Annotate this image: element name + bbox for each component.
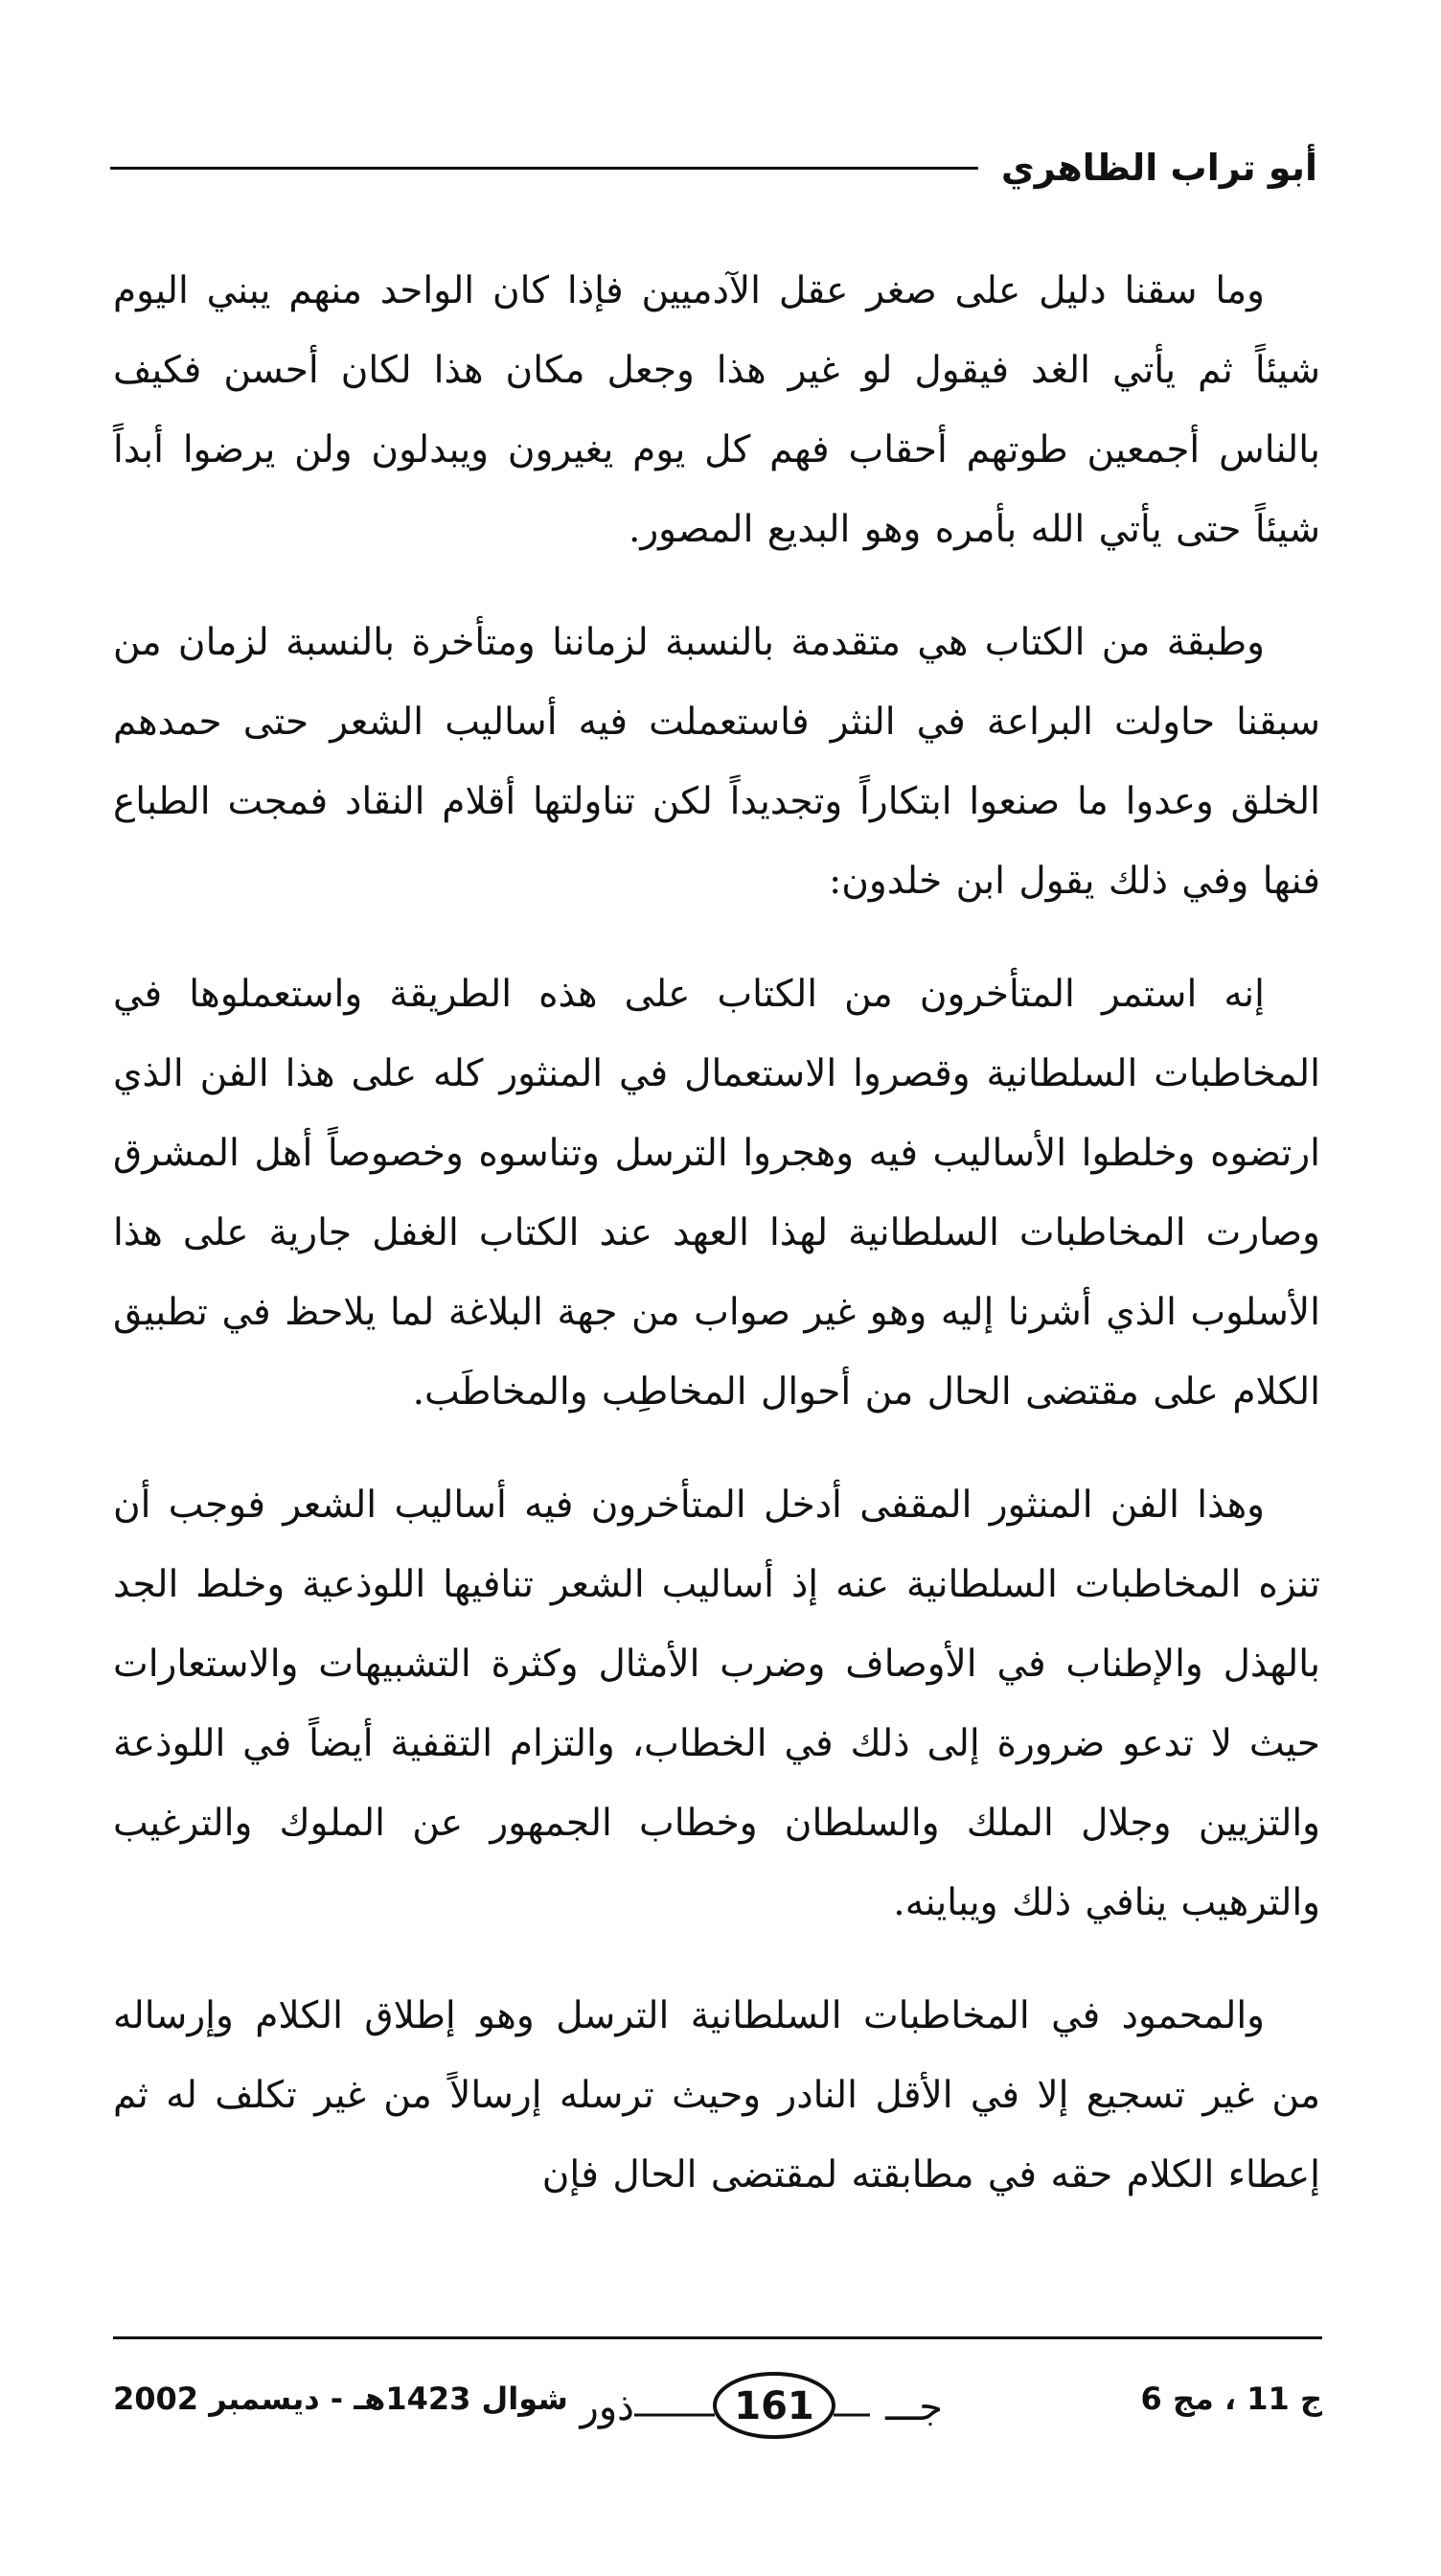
page-footer [113,2367,1322,2453]
date-label: شوال 1423هـ - ديسمبر 2002 [113,2380,568,2417]
paragraph: وهذا الفن المنثور المقفى أدخل المتأخرون فيه أساليب الشعر فوجب أن تنزه المخاطبات السلطانية عنه إذ أساليب الشعر تنافيها اللوذعية وخلط الجد بالهذل والإطناب في الأوصاف وضرب الأمثال وكثرة التشبيهات والاستعارات حيث لا تدعو ضرورة إلى ذلك في الخطاب، والتزام التقفية أيضاً في اللوذعة والتزيين وجلال الملك والسلطان وخطاب الجمهور عن الملوك والترغيب والترهيب ينافي ذلك ويباينه. [113,1484,1320,1924]
paragraph: والمحمود في المخاطبات السلطانية الترسل وهو إطلاق الكلام وإرساله من غير تسجيع إلا في الأقل النادر وحيث ترسله إرسالاً من غير تكلف له ثم إعطاء الكلام حقه في مطابقته لمقتضى الحال فإن [113,1994,1320,2196]
header-rule [110,167,978,170]
paragraph: وطبقة من الكتاب هي متقدمة بالنسبة لزماننا ومتأخرة بالنسبة لزمان من سبقنا حاولت البراعة في النثر فاستعملت فيه أساليب الشعر حتى حمدهم الخلق وعدوا ما صنعوا ابتكاراً وتجديداً لكن تناولتها أقلام النقاد فمجت الطباع فنها وفي ذلك يقول ابن خلدون: [113,621,1320,903]
page-header [110,129,1317,206]
body-text [113,251,1320,2248]
paragraph: وما سقنا دليل على صغر عقل الآدميين فإذا كان الواحد منهم يبني اليوم شيئاً ثم يأتي الغد فيقول لو غير هذا وجعل مكان هذا لكان أحسن فكيف بالناس أجمعين طوتهم أحقاب فهم كل يوم يغيرون ويبدلون ولن يرضوا أبداً شيئاً حتى يأتي الله بأمره وهو البديع المصور. [113,269,1320,551]
header-author: أبو تراب الظاهري [1000,147,1317,189]
page-number: 161 [734,2384,814,2428]
footer-rule [113,2336,1322,2339]
magazine-page-logo [580,2367,947,2444]
magazine-name: ذور [580,2385,634,2429]
magazine-name-part: جـــ [885,2385,943,2429]
issue-label: ج 11 ، مج 6 [1140,2380,1322,2417]
paragraph: إنه استمر المتأخرون من الكتاب على هذه الطريقة واستعملوها في المخاطبات السلطانية وقصروا الاستعمال في المنثور كله على هذا الفن الذي ارتضوه وخلطوا الأساليب فيه وهجروا الترسل وتناسوه وخصوصاً أهل المشرق وصارت المخاطبات السلطانية لهذا العهد عند الكتاب الغفل جارية على هذا الأسلوب الذي أشرنا إليه وهو غير صواب من جهة البلاغة لما يلاحظ في تطبيق الكلام على مقتضى الحال من أحوال المخاطِب والمخاطَب. [113,973,1320,1414]
